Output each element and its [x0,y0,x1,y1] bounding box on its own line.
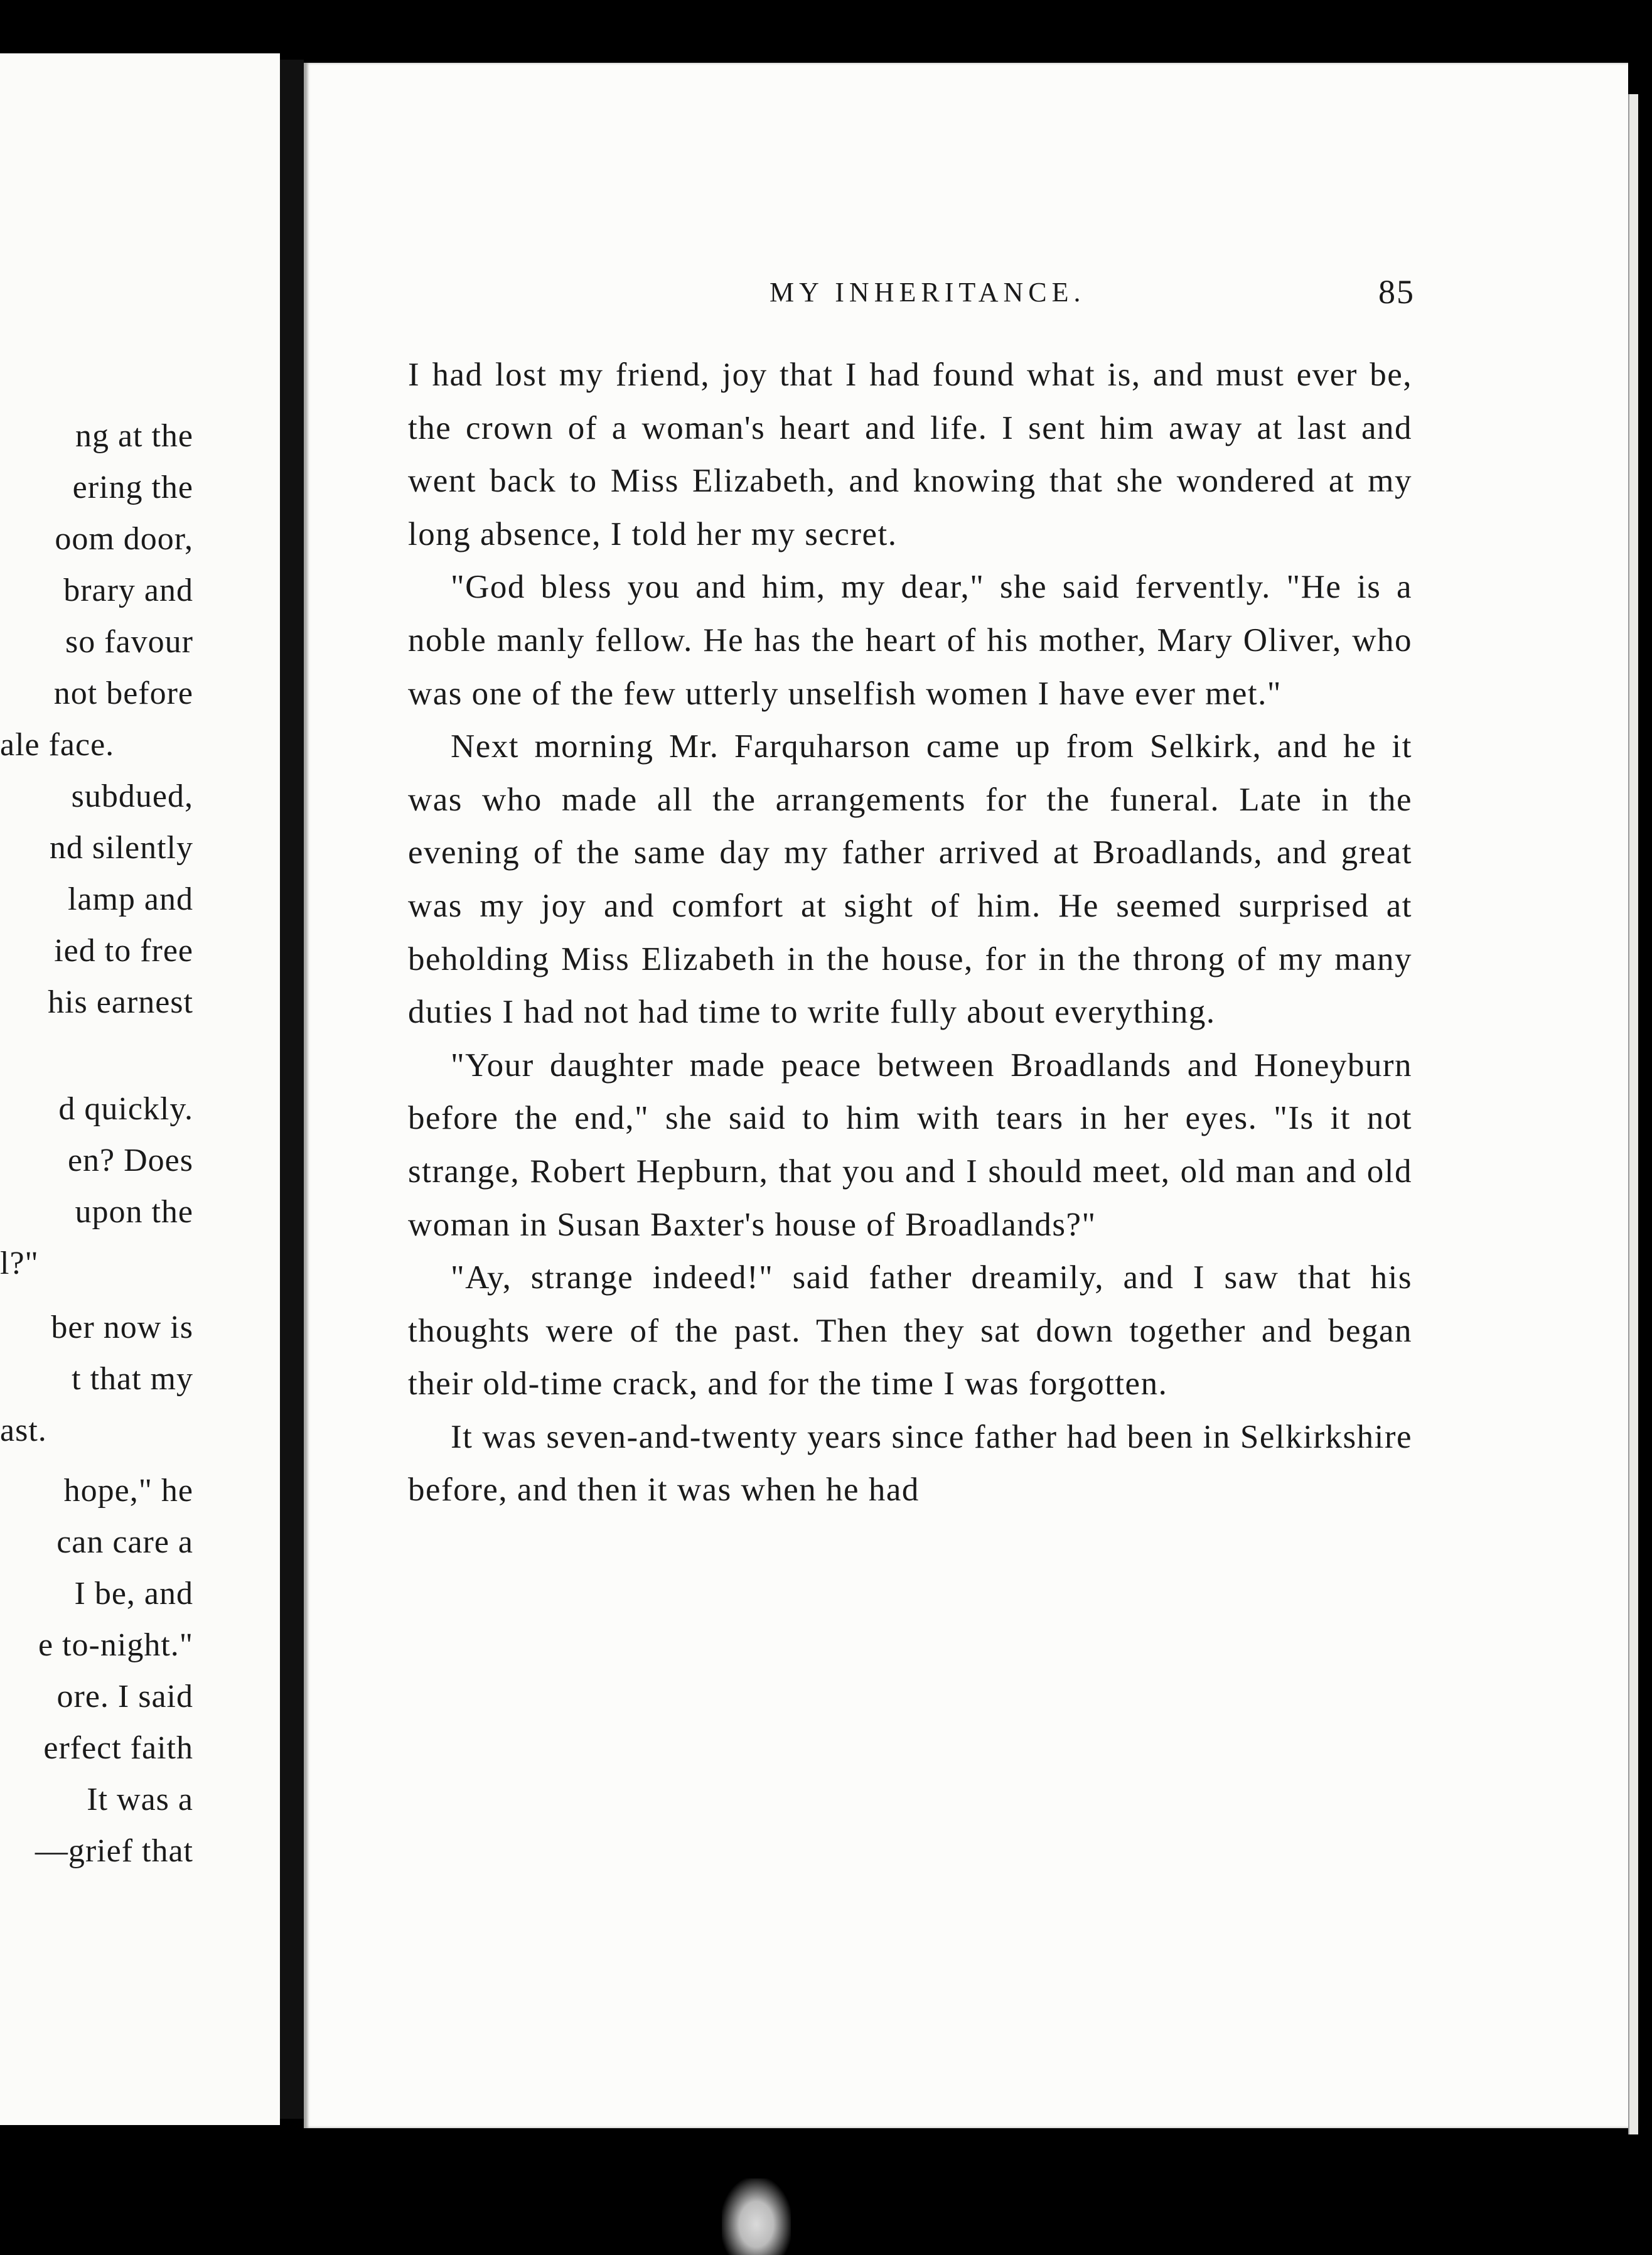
paragraph: Next morning Mr. Farquharson came up from Selkirk, and he it was who made all the arrangements for the funeral. Late in the evening of the same day my father arrived at Broadlands, and great was my joy and comfort at sight of him. He seemed surprised at beholding Miss Elizabeth in the house, for in the throng of my many duties I had not had time to write fully about everything. [408,728,1412,1031]
left-page-line: ale face. [0,727,115,763]
left-page-line: It was a [87,1782,193,1817]
left-page-line: I be, and [74,1576,193,1612]
paragraph: "Your daughter made peace between Broadlands and Honeyburn before the end," she said to him with tears in her eyes. "Is it not strange, Robert Hepburn, that you and I should meet, old man and old woman in Susan Baxter's house of Broadlands?" [408,1047,1412,1243]
paragraph: I had lost my friend, joy that I had found what is, and must ever be, the crown of a woman's heart and life. I sent him away at last and went back to Miss Elizabeth, and knowing that she wondered at my long absence, I told her my secret. [408,357,1412,552]
book-gutter [280,60,304,2119]
left-page-line: ied to free [54,933,193,969]
left-page-line: ber now is [51,1310,193,1345]
left-page-line: lamp and [67,881,193,917]
left-page-line: nd silently [49,830,193,866]
left-page-line: upon the [75,1194,193,1230]
body-text [408,348,1412,1517]
left-page-line: can care a [56,1524,193,1560]
scan-thumb-blot [722,2178,791,2255]
left-page-line: e to-night." [38,1627,193,1663]
left-page-line: —grief that [35,1833,193,1869]
paragraph: "God bless you and him, my dear," she said fervently. "He is a noble manly fellow. He has the heart of his mother, Mary Oliver, who was one of the few utterly unselfish women I have ever met." [408,569,1412,712]
left-page-line: ore. I said [56,1679,193,1714]
left-page [0,53,280,2125]
left-page-line: oom door, [55,521,193,557]
left-page-line: ng at the [75,418,193,454]
left-page-line: not before [53,675,193,711]
left-page-line: d quickly. [58,1091,193,1127]
paragraph: It was seven-and-twenty years since father had been in Selkirkshire before, and then it was when he had [408,1418,1412,1509]
page-edge [1628,94,1638,2134]
left-page-line: brary and [63,573,193,608]
left-page-line: hope," he [63,1473,193,1509]
running-head: MY INHERITANCE. [770,277,1086,308]
page-number: 85 [1378,273,1415,311]
left-page-line: en? Does [67,1143,193,1178]
left-page-line: t that my [72,1361,193,1397]
left-page-line: ast. [0,1413,47,1448]
left-page-line: erfect faith [43,1730,193,1766]
left-page-line: ering the [72,470,193,505]
left-page-line: his earnest [48,984,193,1020]
left-page-line: subdued, [71,778,193,814]
left-page-line: so favour [65,624,193,660]
left-page-line: l?" [0,1246,39,1281]
paragraph: "Ay, strange indeed!" said father dreamily, and I saw that his thoughts were of the past. Then they sat down together and began their old-time crack, and for the time I was forgotten. [408,1259,1412,1402]
